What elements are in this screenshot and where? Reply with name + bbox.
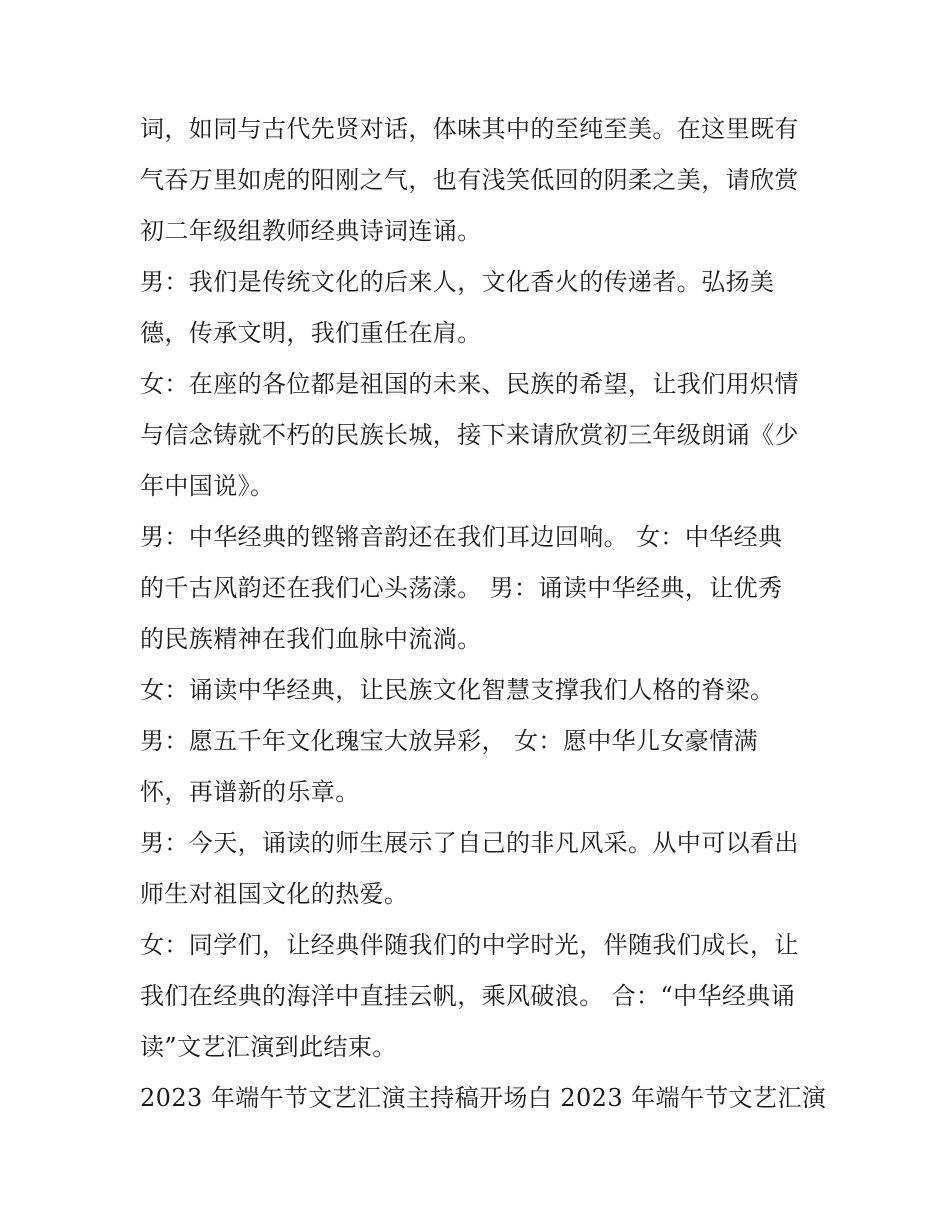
text-line: 男：愿五千年文化瑰宝大放异彩， 女：愿中华儿女豪情满 — [140, 727, 759, 755]
text-line: 气吞万里如虎的阳刚之气，也有浅笑低回的阴柔之美，请欣赏 — [140, 166, 799, 194]
text-line: 读”文艺汇演到此结束。 — [140, 1033, 397, 1061]
text-line: 的民族精神在我们血脉中流淌。 — [140, 625, 482, 653]
text-line: 与信念铸就不朽的民族长城，接下来请欣赏初三年级朗诵《少 — [140, 421, 799, 449]
text-line: 2023 年端午节文艺汇演主持稿开场白 2023 年端午节文艺汇演 — [140, 1084, 827, 1112]
text-line: 女：在座的各位都是祖国的未来、民族的希望，让我们用炽情 — [140, 370, 799, 398]
text-line: 男：中华经典的铿锵音韵还在我们耳边回响。 女：中华经典 — [140, 523, 783, 551]
text-line: 德，传承文明，我们重任在肩。 — [140, 319, 482, 347]
text-line: 我们在经典的海洋中直挂云帆，乘风破浪。 合：“中华经典诵 — [140, 982, 796, 1010]
document-text — [140, 104, 830, 1124]
text-line: 男：我们是传统文化的后来人，文化香火的传递者。弘扬美 — [140, 268, 775, 296]
text-line: 年中国说》。 — [140, 472, 275, 500]
text-line: 师生对祖国文化的热爱。 — [140, 880, 409, 908]
text-line: 女：同学们，让经典伴随我们的中学时光，伴随我们成长，让 — [140, 931, 799, 959]
text-line: 词，如同与古代先贤对话，体味其中的至纯至美。在这里既有 — [140, 115, 799, 143]
text-line: 怀，再谱新的乐章。 — [140, 778, 360, 806]
text-line: 初二年级组教师经典诗词连诵。 — [140, 217, 482, 245]
text-line: 女：诵读中华经典，让民族文化智慧支撑我们人格的脊梁。 — [140, 676, 775, 704]
text-line: 男：今天，诵读的师生展示了自己的非凡风采。从中可以看出 — [140, 829, 799, 857]
text-line: 的千古风韵还在我们心头荡漾。 男：诵读中华经典，让优秀 — [140, 574, 783, 602]
